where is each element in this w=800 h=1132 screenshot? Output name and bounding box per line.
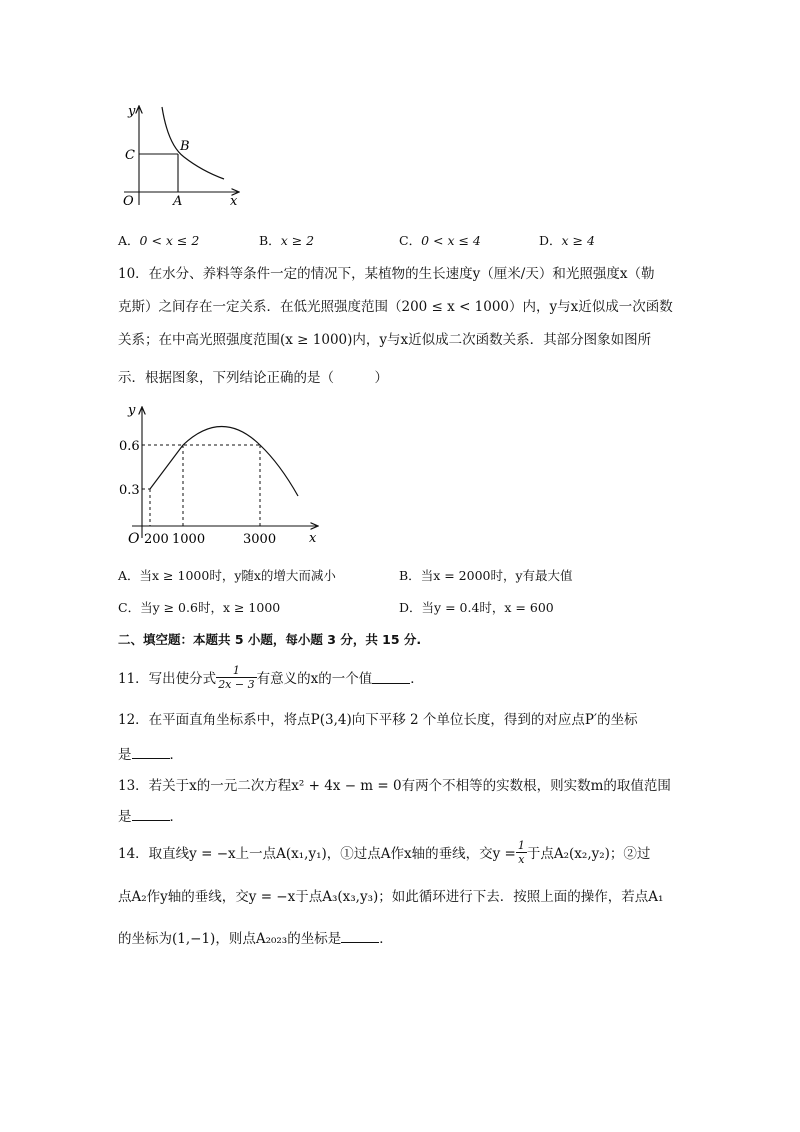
q12-line-1: 12．在平面直角坐标系中，将点P(3,4)向下平移 2 个单位长度，得到的对应点P′的坐标 (118, 712, 638, 728)
q12-line-2: 是 ． (118, 747, 183, 763)
answer-blank[interactable] (341, 930, 379, 943)
q10-line-3: 关系；在中高光照强度范围(x ≥ 1000)内，y与x近似成二次函数关系．其部分图象如图所 (118, 332, 652, 348)
q10-option-a: A．当x ≥ 1000时，y随x的增大而减小 (118, 568, 336, 583)
fig1-point-a: A (173, 194, 183, 209)
q10-option-c: C．当y ≥ 0.6时，x ≥ 1000 (118, 600, 281, 615)
fig2-xtick-200: 200 (144, 532, 169, 547)
q14-line-3: 的坐标为(1,−1)，则点A₂₀₂₃的坐标是 ． (118, 931, 393, 947)
question-11: 11．写出使分式 $\frac{1}{2x - 3}$ 有意义的x的一个值 ． (118, 663, 424, 691)
fig1-origin: O (123, 194, 134, 209)
q10-line-4: 示．根据图象，下列结论正确的是（ ） (118, 370, 388, 386)
section-heading: 二、填空题：本题共 5 小题，每小题 3 分，共 15 分. (118, 632, 422, 647)
q9-option-a: A．0 < x ≤ 2 (118, 233, 200, 248)
fig2-ytick-0.6: 0.6 (119, 439, 140, 454)
figure-growth-graph (112, 398, 322, 548)
figure-hyperbola (110, 95, 250, 215)
linear-segment (150, 445, 183, 489)
q13-line-1: 13．若关于x的一元二次方程x² + 4x − m = 0有两个不相等的实数根，则实数m的取值范围 (118, 778, 671, 794)
q10-option-d: D．当y = 0.4时，x = 600 (399, 600, 554, 615)
q10-line-1: 10．在水分、养料等条件一定的情况下，某植物的生长速度y（厘米/天）和光照强度x（勒 (118, 266, 655, 282)
q14-fraction: $\frac{1}{x}$ (517, 838, 525, 866)
fig1-x-label: x (230, 194, 238, 209)
fig2-xtick-3000: 3000 (243, 532, 277, 547)
fig2-origin: O (128, 531, 140, 547)
answer-blank[interactable] (132, 808, 170, 821)
q13-line-2: 是 ． (118, 809, 183, 825)
answer-blank[interactable] (132, 746, 170, 759)
q11-fraction: $\frac{1}{2x - 3}$ (218, 663, 255, 691)
q10-line-2: 克斯）之间存在一定关系．在低光照强度范围（200 ≤ x < 1000）内，y与x近似成一次函数 (118, 299, 673, 315)
fig1-point-c: C (125, 148, 135, 163)
fig2-y-label: y (128, 403, 136, 418)
q9-option-d: D．x ≥ 4 (539, 233, 595, 248)
q10-option-b: B．当x = 2000时，y有最大值 (399, 568, 573, 583)
fig1-y-label: y (128, 104, 136, 119)
q14-line-2: 点A₂作y轴的垂线，交y = −x于点A₃(x₃,y₃)；如此循环进行下去．按照上面的操作，若点A₁ (118, 889, 664, 905)
fig2-x-label: x (309, 531, 317, 546)
answer-blank[interactable] (372, 671, 410, 684)
q9-option-b: B．x ≥ 2 (259, 233, 315, 248)
fig2-xtick-1000: 1000 (172, 532, 206, 547)
fig1-point-b: B (180, 139, 190, 154)
hyperbola-curve (162, 107, 224, 179)
q9-option-c: C．0 < x ≤ 4 (399, 233, 481, 248)
parabola-curve (183, 427, 298, 497)
q14-line-1: 14．取直线y = −x上一点A(x₁,y₁)，①过点A作x轴的垂线，交y = $\frac{1}{x}$ 于点A₂(x₂,y₂)；②过 (118, 838, 651, 866)
fig2-ytick-0.3: 0.3 (119, 483, 140, 498)
